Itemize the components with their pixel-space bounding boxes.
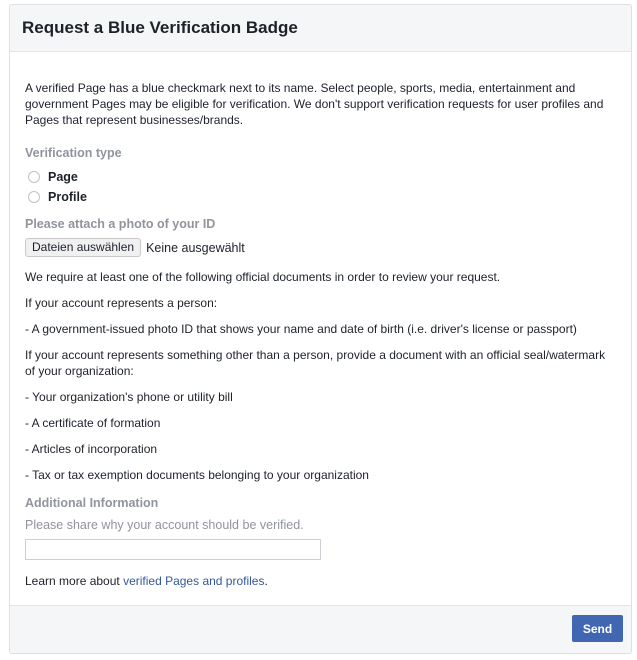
- dialog-body: [10, 52, 631, 589]
- intro-text: A verified Page has a blue checkmark next to its name. Select people, sports, media, entertainment and government Pages may be eligible for verification. We don't support verification requests for user profiles and Pages that represent businesses/brands.: [25, 81, 604, 127]
- learn-more-text: [25, 573, 616, 589]
- file-upload-row: [25, 238, 616, 257]
- dialog-footer: [10, 605, 631, 653]
- learn-more-suffix: .: [264, 574, 268, 588]
- learn-more-prefix: Learn more about: [25, 574, 124, 588]
- radio-page[interactable]: [28, 167, 616, 187]
- verification-type-label: Verification type: [25, 146, 122, 160]
- additional-info-label: Additional Information: [25, 496, 159, 510]
- verified-pages-link[interactable]: verified Pages and profiles: [123, 574, 265, 588]
- radio-circle-icon[interactable]: [28, 171, 40, 183]
- send-button[interactable]: Send: [572, 615, 623, 642]
- requirement-line: - Tax or tax exemption documents belonging to your organization: [25, 468, 369, 482]
- attach-id-label: Please attach a photo of your ID: [25, 217, 216, 231]
- requirement-line: - A government-issued photo ID that shows your name and date of birth (i.e. driver's license or passport): [25, 322, 577, 336]
- choose-file-button[interactable]: Dateien auswählen: [25, 238, 141, 257]
- requirement-line: If your account represents something other than a person, provide a document with an official seal/watermark of your organization:: [25, 348, 606, 378]
- requirement-line: - A certificate of formation: [25, 416, 161, 430]
- additional-info-hint: Please share why your account should be verified.: [25, 518, 304, 532]
- requirement-line: We require at least one of the following official documents in order to review your request.: [25, 270, 501, 284]
- dialog-header: [10, 5, 631, 52]
- dialog-title: Request a Blue Verification Badge: [22, 18, 298, 37]
- radio-profile[interactable]: [28, 187, 616, 207]
- requirement-line: - Your organization's phone or utility bill: [25, 390, 233, 404]
- requirement-line: - Articles of incorporation: [25, 442, 158, 456]
- radio-page-label: Page: [48, 170, 78, 184]
- additional-info-input[interactable]: [25, 539, 321, 560]
- file-status-text: Keine ausgewählt: [146, 240, 245, 255]
- radio-circle-icon[interactable]: [28, 191, 40, 203]
- requirement-line: If your account represents a person:: [25, 296, 218, 310]
- verification-dialog: [9, 4, 632, 654]
- radio-profile-label: Profile: [48, 190, 87, 204]
